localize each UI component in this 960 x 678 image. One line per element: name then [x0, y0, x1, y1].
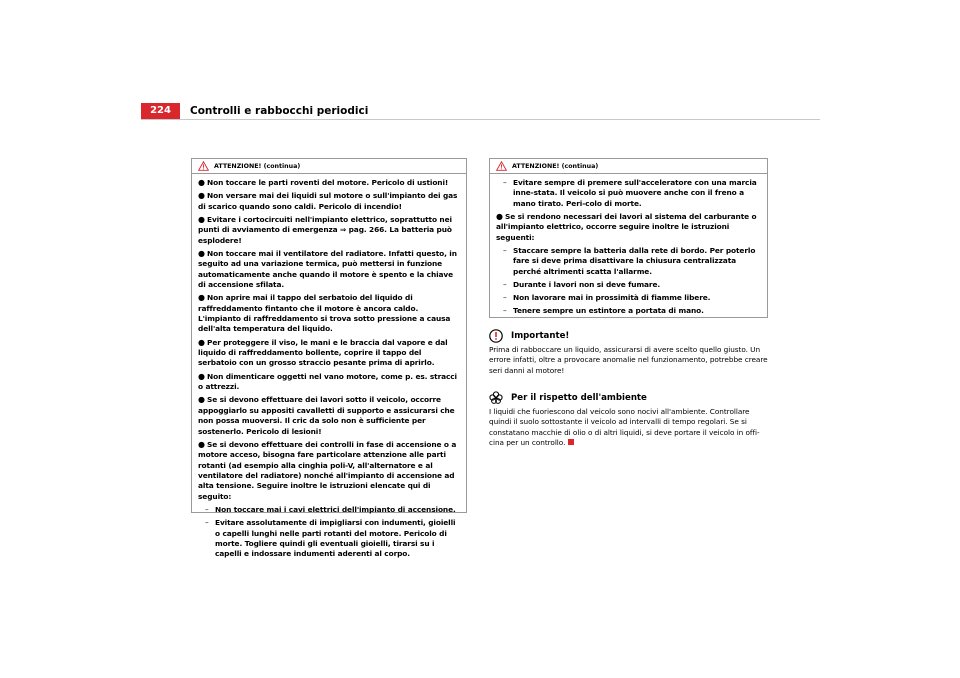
warning-dash-item: – Non lavorare mai in prossimità di fiamme libere.: [503, 293, 711, 303]
warning-dash-item: – Tenere sempre un estintore a portata di mano.: [503, 306, 704, 316]
environment-text: I liquidi che fuoriescono dal veicolo sono nocivi all'ambiente. Controllare quindi il suolo sottostante il veicolo ad intervalli di tempo regolari. Se si constatano macchie di olio o di altri liquidi, si deve portare il veicolo in offi-cina per un controllo.: [489, 407, 760, 448]
page-header-title: Controlli e rabbocchi periodici: [190, 105, 369, 117]
environment-section: [489, 391, 770, 449]
warning-item: ● Se si rendono necessari dei lavori al sistema del carburante o all'impianto elettrico, occorre seguire inoltre le istruzioni seguenti:: [496, 212, 757, 242]
warning-triangle-icon: [198, 161, 209, 171]
warning-item: ● Non toccare mai il ventilatore del radiatore. Infatti questo, in seguito ad una variazione termica, può mettersi in funzione automaticamente anche quando il motore è spento e la chiave di accensione sfilata.: [198, 248, 457, 290]
end-of-section-mark: [568, 439, 574, 445]
warning-item: ● Non aprire mai il tappo del serbatoio del liquido di raffreddamento fintanto che il motore è ancora caldo. L'impianto di raffreddamento si trova sotto pressione a causa dell'alta temperatura del liquido.: [198, 293, 451, 334]
important-title: Importante!: [489, 329, 770, 343]
warning-item: ● Per proteggere il viso, le mani e le braccia dal vapore e dal liquido di raffreddamento bollente, coprire il tappo del serbatoio con un grosso straccio pesante prima di aprirlo.: [198, 337, 448, 368]
exclamation-icon: [489, 329, 505, 343]
important-section: [489, 329, 770, 376]
warning-box-header: [490, 159, 767, 174]
warning-item: ● Non toccare le parti roventi del motore. Pericolo di ustioni!: [198, 178, 449, 187]
warning-triangle-icon: [496, 161, 507, 171]
warning-head-text: ATTENZIONE! (continua): [512, 162, 599, 170]
warning-item: ● Non dimenticare oggetti nel vano motore, come p. es. stracci o attrezzi.: [198, 371, 457, 392]
warning-head-text: ATTENZIONE! (continua): [214, 162, 301, 170]
warning-box-right: [489, 158, 768, 318]
warning-dash-item: – Evitare assolutamente di impigliarsi con indumenti, gioielli o capelli lunghi nelle parti rotanti del motore. Pericolo di morte. Togliere quindi gli eventuali gioielli, tirarsi su i capelli e indossare indumenti aderenti al corpo.: [205, 518, 456, 559]
warning-box-left: [191, 158, 467, 559]
warning-dash-item: – Staccare sempre la batteria dalla rete di bordo. Per poterlo fare si deve prima disattivare la chiusura centralizzata perché altrimenti scatta l'allarme.: [503, 246, 756, 276]
warning-item: ● Se si devono effettuare dei lavori sotto il veicolo, occorre appoggiarlo su appositi cavalletti di supporto e assicurarsi che non possa muoversi. Il cric da solo non è sufficiente per sostenerlo. Pericolo di lesioni!: [198, 395, 455, 436]
warning-box-header: [192, 159, 466, 174]
warning-item: ● Evitare i cortocircuiti nell'impianto elettrico, soprattutto nei punti di avviamento di emergenza ⇒ pag. 266. La batteria può esplodere!: [198, 214, 452, 245]
header-divider: [141, 119, 820, 120]
warning-dash-item: – Non toccare mai i cavi elettrici dell'impianto di accensione.: [205, 504, 456, 514]
page-number: 224: [141, 103, 180, 119]
warning-item: ● Se si devono effettuare dei controlli in fase di accensione o a motore acceso, bisogna fare particolare attenzione alle parti rotanti (ad esempio alla cinghia poli-V, all'alternatore e al ventilatore del radiatore) nonché all'impianto di accensione ad alta tensione. Seguire inoltre le istruzioni elencate qui di seguito:: [198, 439, 457, 501]
warning-item: ● Non versare mai dei liquidi sul motore o sull'impianto dei gas di scarico quando sono caldi. Pericolo di incendio!: [198, 191, 458, 211]
warning-dash-item: – Durante i lavori non si deve fumare.: [503, 280, 661, 290]
environment-title: Per il rispetto dell'ambiente: [489, 391, 770, 405]
warning-dash-item: – Evitare sempre di premere sull'acceleratore con una marcia inne-stata. Il veicolo si può muovere anche con il freno a mano tirato. Peri-colo di morte.: [503, 178, 757, 208]
important-text: Prima di rabboccare un liquido, assicurarsi di avere scelto quello giusto. Un errore infatti, oltre a provocare anomalie nel funzionamento, potrebbe creare seri danni al motore!: [489, 345, 768, 375]
flower-icon: [489, 391, 505, 405]
